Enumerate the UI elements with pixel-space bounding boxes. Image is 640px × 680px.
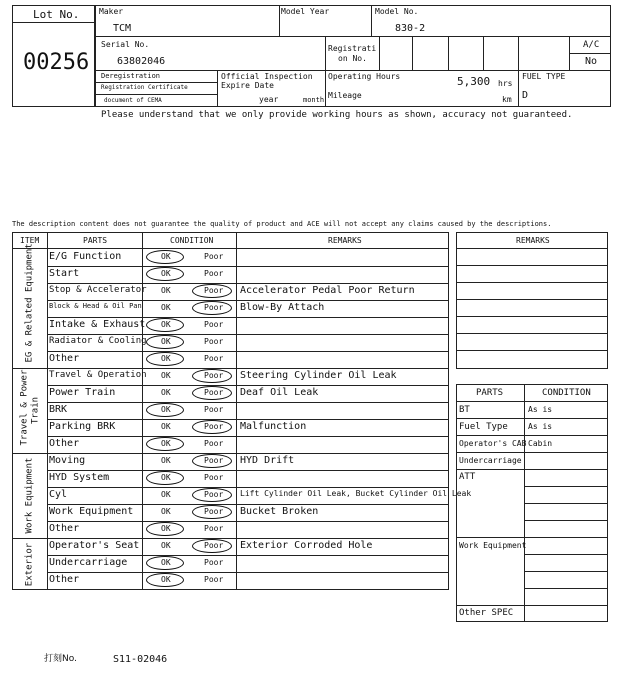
lot-number: 00256 <box>23 50 90 75</box>
row-divider <box>47 283 449 284</box>
poor-selected-circle <box>192 369 232 383</box>
ok-option: OK <box>161 558 171 567</box>
row-divider <box>47 555 449 556</box>
part-name: HYD System <box>49 472 110 483</box>
poor-option: Poor <box>204 337 224 346</box>
inspection-label-2: Expire Date <box>221 81 274 90</box>
row-divider <box>47 351 449 352</box>
poor-option: Poor <box>204 490 224 499</box>
working-hours-notice: Please understand that we only provide working hours as shown, accuracy not guaranteed. <box>101 110 573 120</box>
lot-label: Lot No. <box>33 8 80 21</box>
ok-option: OK <box>161 405 171 414</box>
registration-certificate-label: Registration Certificate <box>101 84 188 91</box>
remark-text: Accelerator Pedal Poor Return <box>240 285 415 296</box>
remark-text: Bucket Broken <box>240 506 319 517</box>
parts-header: PARTS <box>83 236 108 245</box>
part-name: Intake & Exhaust <box>49 319 146 330</box>
part-name: Other <box>49 574 80 585</box>
deregistration-label: Deregistration <box>101 72 161 80</box>
ok-option: OK <box>161 473 171 482</box>
part-name: Radiator & Cooling <box>49 336 147 346</box>
poor-selected-circle <box>192 284 232 298</box>
km-label: km <box>502 95 512 104</box>
fuel-type-label: FUEL TYPE <box>522 72 566 81</box>
ok-option: OK <box>161 507 171 516</box>
condition-header: CONDITION <box>170 236 214 245</box>
model-no-label: Model No. <box>375 7 419 16</box>
remark-text: Exterior Corroded Hole <box>240 540 373 551</box>
remarks-header: REMARKS <box>328 236 362 245</box>
ok-option: OK <box>161 388 171 397</box>
spec-part-att: ATT <box>459 472 476 482</box>
ok-option: OK <box>161 439 171 448</box>
poor-option: Poor <box>204 524 224 533</box>
group-exterior: Exterior <box>24 542 35 587</box>
fuel-type-value: D <box>522 90 529 101</box>
row-divider <box>47 487 449 488</box>
part-name: Undercarriage <box>49 557 128 568</box>
row-divider <box>47 300 449 301</box>
group-eg-related-equipment: EG & Related Equipment <box>24 243 35 363</box>
model-no-value: 830-2 <box>395 23 426 34</box>
row-divider <box>47 453 449 454</box>
poor-selected-circle <box>192 505 232 519</box>
poor-option: Poor <box>204 320 224 329</box>
poor-option: Poor <box>204 405 224 414</box>
item-header: ITEM <box>20 236 40 245</box>
poor-selected-circle <box>192 420 232 434</box>
operating-hours-value: 5,300 <box>457 75 491 88</box>
part-name: Start <box>49 268 80 279</box>
poor-selected-circle <box>192 454 232 468</box>
poor-selected-circle <box>192 301 232 315</box>
remark-text: Steering Cylinder Oil Leak <box>240 370 397 381</box>
row-divider <box>47 572 449 573</box>
remark-text: Deaf Oil Leak <box>240 387 319 398</box>
stamp-number-label: 打刻No. <box>44 654 77 664</box>
part-name: E/G Function <box>49 251 122 262</box>
group-travel-power-train-line1: Travel & Power <box>19 369 30 446</box>
spec-part-fuel-type: Fuel Type <box>459 422 508 432</box>
ok-selected-circle <box>146 267 184 281</box>
ok-option: OK <box>161 269 171 278</box>
stamp-number-value: S11-02046 <box>113 654 168 665</box>
ok-option: OK <box>161 541 171 550</box>
part-name: Other <box>49 353 80 364</box>
spec-part-other-spec: Other SPEC <box>459 608 514 618</box>
ok-option: OK <box>161 575 171 584</box>
part-name: Work Equipment <box>49 506 134 517</box>
part-name: Other <box>49 523 80 534</box>
ok-selected-circle <box>146 335 184 349</box>
right-remarks-header: REMARKS <box>516 236 550 245</box>
poor-option: Poor <box>204 473 224 482</box>
ok-option: OK <box>161 490 171 499</box>
cema-document-label: document of CEMA <box>104 97 162 104</box>
poor-option: Poor <box>204 354 224 363</box>
ok-selected-circle <box>146 352 184 366</box>
ok-option: OK <box>161 303 171 312</box>
part-name: BRK <box>49 404 68 415</box>
poor-selected-circle <box>192 539 232 553</box>
ok-option: OK <box>161 422 171 431</box>
row-divider <box>47 266 449 267</box>
poor-option: Poor <box>204 439 224 448</box>
part-name: Block & Head & Oil Pan <box>49 302 142 310</box>
spec-parts-header: PARTS <box>476 388 504 398</box>
ok-option: OK <box>161 337 171 346</box>
poor-option: Poor <box>204 303 224 312</box>
row-divider <box>47 470 449 471</box>
remark-text: HYD Drift <box>240 455 295 466</box>
ok-option: OK <box>161 371 171 380</box>
poor-option: Poor <box>204 507 224 516</box>
right-remarks-frame <box>456 232 608 369</box>
poor-option: Poor <box>204 269 224 278</box>
row-divider <box>47 504 449 505</box>
ok-option: OK <box>161 286 171 295</box>
row-divider <box>47 436 449 437</box>
serial-label: Serial No. <box>101 40 150 49</box>
year-label: year <box>259 95 279 104</box>
part-name: Cyl <box>49 489 68 500</box>
row-divider <box>47 538 449 539</box>
serial-value: 63802046 <box>117 56 166 67</box>
poor-option: Poor <box>204 541 224 550</box>
spec-part-bt: BT <box>459 405 470 415</box>
registration-label-1: Registrati <box>328 44 377 53</box>
row-divider <box>47 402 449 403</box>
maker-label: Maker <box>99 7 124 16</box>
remark-text: Lift Cylinder Oil Leak, Bucket Cylinder Oil Leak <box>240 489 472 498</box>
part-name: Operator's Seat <box>49 540 140 551</box>
poor-option: Poor <box>204 422 224 431</box>
maker-value: TCM <box>113 23 132 34</box>
ac-label: A/C <box>583 40 600 50</box>
poor-option: Poor <box>204 388 224 397</box>
remark-text: Malfunction <box>240 421 307 432</box>
ok-selected-circle <box>146 522 184 536</box>
row-divider <box>47 368 449 369</box>
poor-option: Poor <box>204 286 224 295</box>
hrs-label: hrs <box>498 79 513 88</box>
ok-selected-circle <box>146 318 184 332</box>
ok-option: OK <box>161 524 171 533</box>
poor-option: Poor <box>204 252 224 261</box>
month-label: month <box>303 96 325 104</box>
remark-text: Blow-By Attach <box>240 302 325 313</box>
ok-option: OK <box>161 354 171 363</box>
ok-selected-circle <box>146 403 184 417</box>
disclaimer: The description content does not guarantee the quality of product and ACE will not accept any claims caused by the descriptions. <box>12 220 552 228</box>
part-name: Travel & Operation <box>49 370 147 380</box>
ac-value: No <box>585 56 598 67</box>
part-name: Moving <box>49 455 86 466</box>
spec-part-work-equipment: Work Equipment <box>459 541 527 550</box>
ok-option: OK <box>161 252 171 261</box>
poor-selected-circle <box>192 488 232 502</box>
spec-cond-fuel-type: As is <box>528 422 553 431</box>
part-name: Power Train <box>49 387 116 398</box>
row-divider <box>47 334 449 335</box>
group-work-equipment: Work Equipment <box>24 457 35 534</box>
spec-part-undercarriage: Undercarriage <box>459 456 522 465</box>
ok-selected-circle <box>146 556 184 570</box>
ok-option: OK <box>161 320 171 329</box>
spec-cond-operator-cab: Cabin <box>528 439 553 448</box>
ok-option: OK <box>161 456 171 465</box>
row-divider <box>47 521 449 522</box>
poor-option: Poor <box>204 371 224 380</box>
row-divider <box>47 317 449 318</box>
ok-selected-circle <box>146 573 184 587</box>
inspection-label-1: Official Inspection <box>221 72 313 81</box>
ok-selected-circle <box>146 437 184 451</box>
poor-option: Poor <box>204 558 224 567</box>
registration-label-2: on No. <box>338 54 367 63</box>
ok-selected-circle <box>146 471 184 485</box>
ok-selected-circle <box>146 250 184 264</box>
part-name: Parking BRK <box>49 421 116 432</box>
mileage-label: Mileage <box>328 91 362 100</box>
row-divider <box>47 385 449 386</box>
group-travel-power-train-line2: Train <box>30 396 41 425</box>
spec-cond-bt: As is <box>528 405 553 414</box>
operating-hours-label: Operating Hours <box>328 72 401 81</box>
part-name: Stop & Accelerator <box>49 285 147 295</box>
poor-option: Poor <box>204 456 224 465</box>
row-divider <box>47 419 449 420</box>
poor-option: Poor <box>204 575 224 584</box>
model-year-label: Model Year <box>281 7 330 16</box>
spec-part-operator-cab: Operator's CAB <box>459 439 527 448</box>
spec-condition-header: CONDITION <box>542 388 591 398</box>
part-name: Other <box>49 438 80 449</box>
poor-selected-circle <box>192 386 232 400</box>
